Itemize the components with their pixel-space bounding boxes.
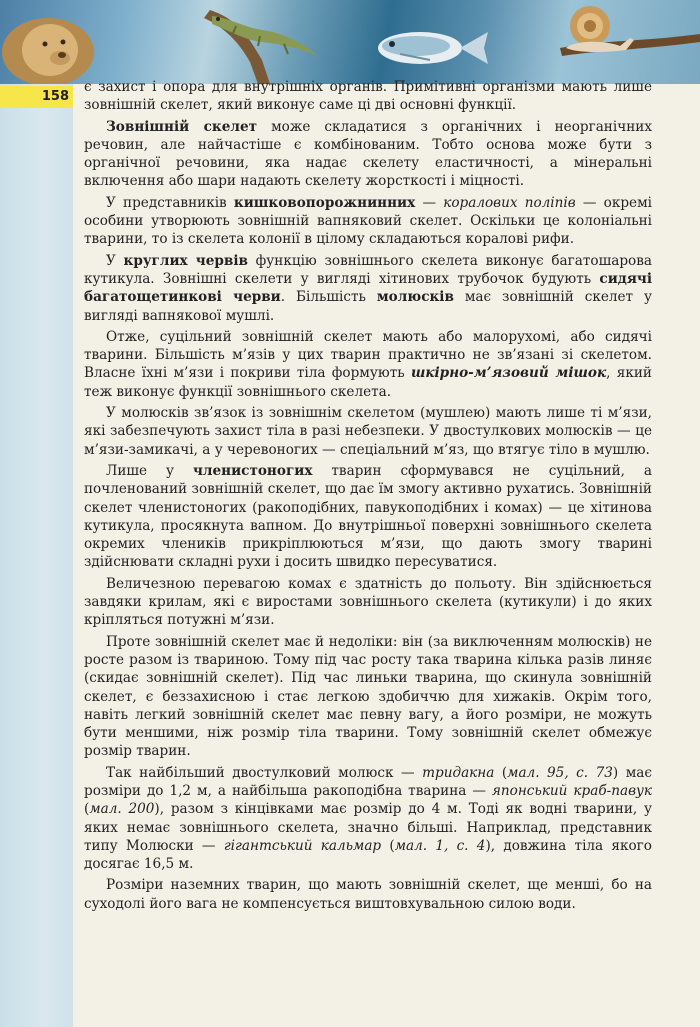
paragraph (84, 252, 652, 325)
text: Лише у (106, 462, 193, 479)
snail-icon (560, 6, 700, 56)
figure-reference: мал. 1, с. 4 (394, 837, 486, 854)
paragraph (84, 764, 652, 874)
text: функцію зовнішнього скелета виконує багатошарова кутикула. Зовнішні скелети у вигляді хітинових трубочок будують (84, 252, 652, 287)
figure-reference: мал. 200 (89, 801, 155, 818)
text: У молюсків зв’язок із зовнішнім скелетом (мушлею) мають лише ті м’язи, які забезпечують захист тіла в разі небезпеки. У двостулкових молюсків — це м’язи-замикачі, а у черевоногих — спеціальний м’яз, що втягує тіло в мушлю. (84, 405, 652, 458)
text: ), разом з кінцівками має розмір до 4 м. Тоді як водні тварини, у яких немає зовнішнього скелета, значно більші. Наприклад, представник типу Молюски — (84, 801, 652, 854)
term-bold: сидячі багатощетинкові черви (84, 270, 652, 306)
paragraph (84, 404, 652, 459)
text: має зовнішній скелет у вигляді вапнякової мушлі. (84, 289, 652, 324)
page-margin-strip (0, 0, 73, 1027)
text: ( (381, 837, 395, 854)
term-bold: Зовнішній скелет (106, 118, 258, 135)
text: . Більшість (280, 289, 377, 306)
paragraph (84, 328, 652, 401)
lizard-icon (204, 10, 318, 84)
text: є захист і опора для внутрішніх органів. Примітивні організми мають лише зовнішній скелет, який виконує саме ці дві основні функції. (84, 79, 652, 114)
text: У (106, 252, 124, 269)
figure-reference: мал. 95, с. 73 (507, 764, 613, 781)
text: Так найбільший двостулковий молюск — (106, 764, 423, 781)
text: тварин сформувався не суцільний, а почленований зовнішній скелет, що дає їм змогу активно рухатись. Зовнішній скелет членистоногих (ракоподібних, павукоподібних і комах) — це хітинова кутикула, просякнута вапном. До внутрішньої поверхні зовнішнього скелета окремих члеників прикріплюються м’язи, що дають змогу тварині здійснювати складні рухи і досить швидко пересуватися. (84, 462, 652, 571)
text: Величезною перевагою комах є здатність до польоту. Він здійснюється завдяки крилам, які є виростами зовнішнього скелета (кутикули) і до яких кріпляться потужні м’язи. (84, 575, 652, 629)
term-italic: японський краб-павук (491, 782, 652, 799)
text: Проте зовнішній скелет має й недоліки: він (за виключенням молюсків) не росте разом із твариною. Тому під час росту така тварина кілька разів линяє (скидає зовнішній скелет). Під час линьки тварина, що скинула зовнішній скелет, є беззахисною і стає легкою здобиччю для хижаків. Окрім того, навіть легкий зовнішній скелет має певну вагу, а його розміри, не можуть бути меншими, ніж розмір тіла тварини. Тому зовнішній скелет обмежує розмір тварин. (84, 633, 652, 760)
paragraph (84, 462, 652, 572)
paragraph (84, 575, 652, 630)
paragraph (84, 194, 652, 249)
term-bold-italic: шкірно-м’язовий мішок (410, 365, 607, 382)
text: ( (84, 801, 90, 818)
text: Отже, суцільний зовнішній скелет мають або малорухомі, або сидячі тварини. Більшість м’язів у цих тварин практично не зв’язані зі скелетом. Власне їхні м’язи і покриви тіла формують (84, 328, 652, 382)
text: ), довжина тіла якого досягає 16,5 м. (84, 837, 652, 873)
header-illustration (0, 0, 700, 84)
paragraph (84, 876, 652, 913)
lion-icon (2, 18, 94, 84)
page-number: 158 (0, 86, 73, 108)
paragraph (84, 633, 652, 761)
term-italic: гігантський кальмар (223, 837, 382, 854)
text: — (415, 194, 444, 211)
term-bold: молюсків (376, 289, 454, 306)
text: У представників (106, 194, 234, 211)
fish-icon (378, 32, 488, 64)
text: ( (494, 764, 508, 781)
paragraph (84, 78, 652, 115)
text: ) має розміри до 1,2 м, а найбільша ракоподібна тварина — (84, 764, 652, 799)
term-bold: членистоногих (192, 462, 313, 479)
text: може складатися з органічних і неорганічних речовин, але найчастіше є комбінованим. Тобто основа може бути з органічної речовини, яка надає скелету еластичності, а мінеральні включення або шари надають скелету жорсткості і міцності. (84, 118, 652, 190)
page-text (84, 78, 652, 916)
term-italic: тридакна (422, 764, 495, 781)
text: Розміри наземних тварин, що мають зовнішній скелет, ще менші, бо на суходолі його вага не компенсується виштовхувальною силою води. (84, 877, 652, 912)
paragraph (84, 118, 652, 191)
term-bold: кишковопорожнинних (233, 194, 416, 211)
text: , який теж виконує функції зовнішнього скелета. (84, 365, 652, 400)
text: — окремі особини утворюють зовнішній вапняковий скелет. Оскільки це колоніальні тварини, то із скелета колонії в цілому складаються коралові рифи. (84, 194, 652, 248)
term-bold: круглих червів (123, 252, 248, 269)
term-italic: коралових поліпів (443, 194, 576, 211)
